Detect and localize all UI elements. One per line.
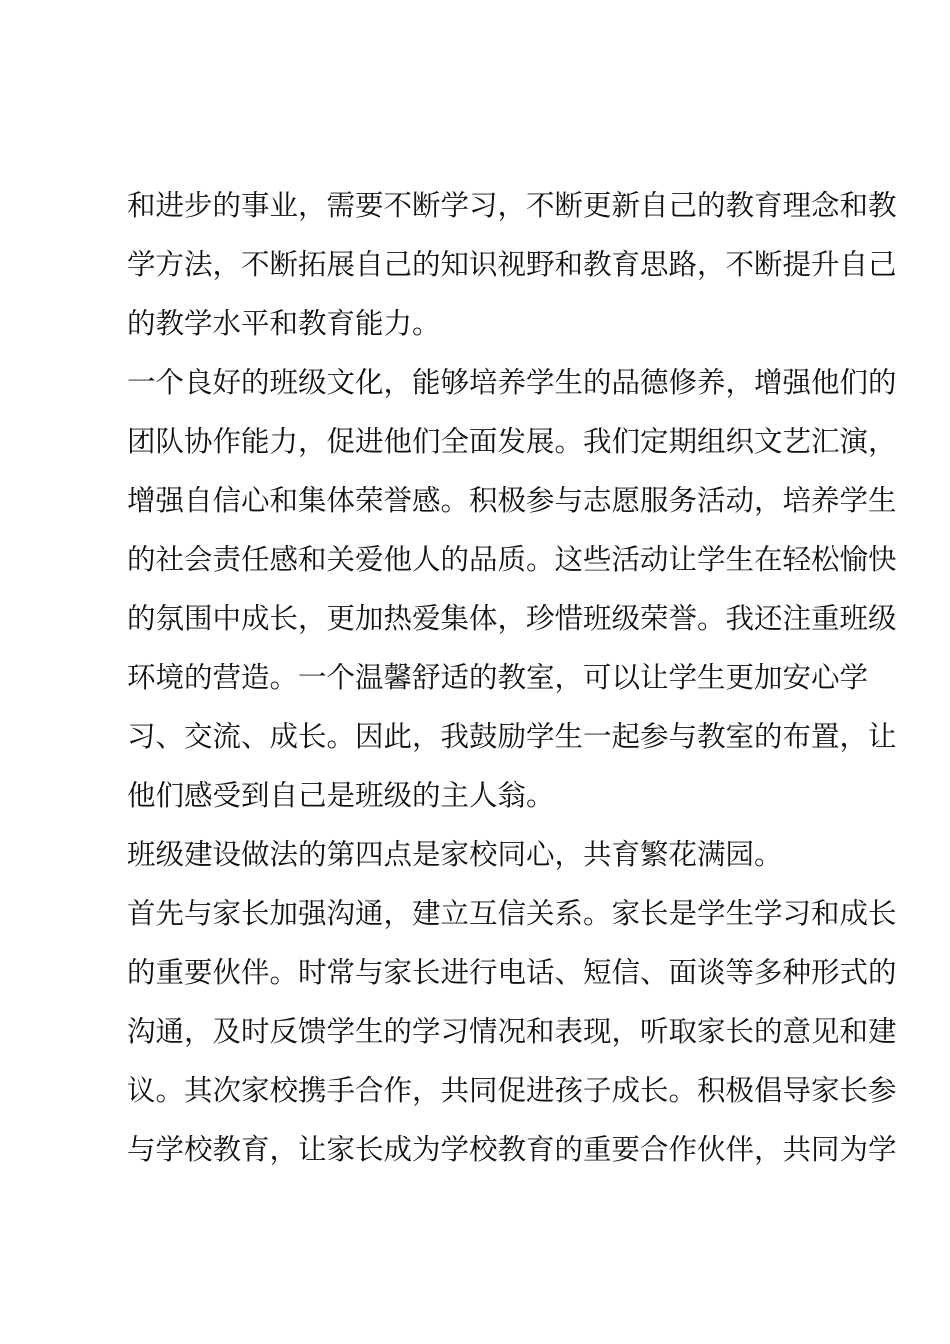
text-line: 他们感受到自己是班级的主人翁。	[127, 779, 555, 812]
text-line: 与学校教育，让家长成为学校教育的重要合作伙伴，共同为学	[127, 1133, 897, 1166]
text-line: 的教学水平和教育能力。	[127, 307, 441, 340]
text-line: 的社会责任感和关爱他人的品质。这些活动让学生在轻松愉快	[127, 543, 897, 576]
text-line: 习、交流、成长。因此，我鼓励学生一起参与教室的布置，让	[127, 720, 897, 753]
text-line: 议。其次家校携手合作，共同促进孩子成长。积极倡导家长参	[127, 1074, 897, 1107]
text-line: 一个良好的班级文化，能够培养学生的品德修养，增强他们的	[127, 366, 897, 399]
text-line: 环境的营造。一个温馨舒适的教室，可以让学生更加安心学	[127, 661, 869, 694]
text-line: 和进步的事业，需要不断学习，不断更新自己的教育理念和教	[127, 189, 897, 222]
text-line: 的氛围中成长，更加热爱集体，珍惜班级荣誉。我还注重班级	[127, 602, 897, 635]
text-line: 沟通，及时反馈学生的学习情况和表现，听取家长的意见和建	[127, 1015, 897, 1048]
body-text	[127, 176, 897, 1179]
text-line: 的重要伙伴。时常与家长进行电话、短信、面谈等多种形式的	[127, 956, 897, 989]
text-line: 团队协作能力，促进他们全面发展。我们定期组织文艺汇演，	[127, 425, 897, 458]
text-line: 首先与家长加强沟通，建立互信关系。家长是学生学习和成长	[127, 897, 897, 930]
text-line: 班级建设做法的第四点是家校同心，共育繁花满园。	[127, 838, 783, 871]
text-line: 学方法，不断拓展自己的知识视野和教育思路，不断提升自己	[127, 248, 897, 281]
text-line: 增强自信心和集体荣誉感。积极参与志愿服务活动，培养学生	[127, 484, 897, 517]
